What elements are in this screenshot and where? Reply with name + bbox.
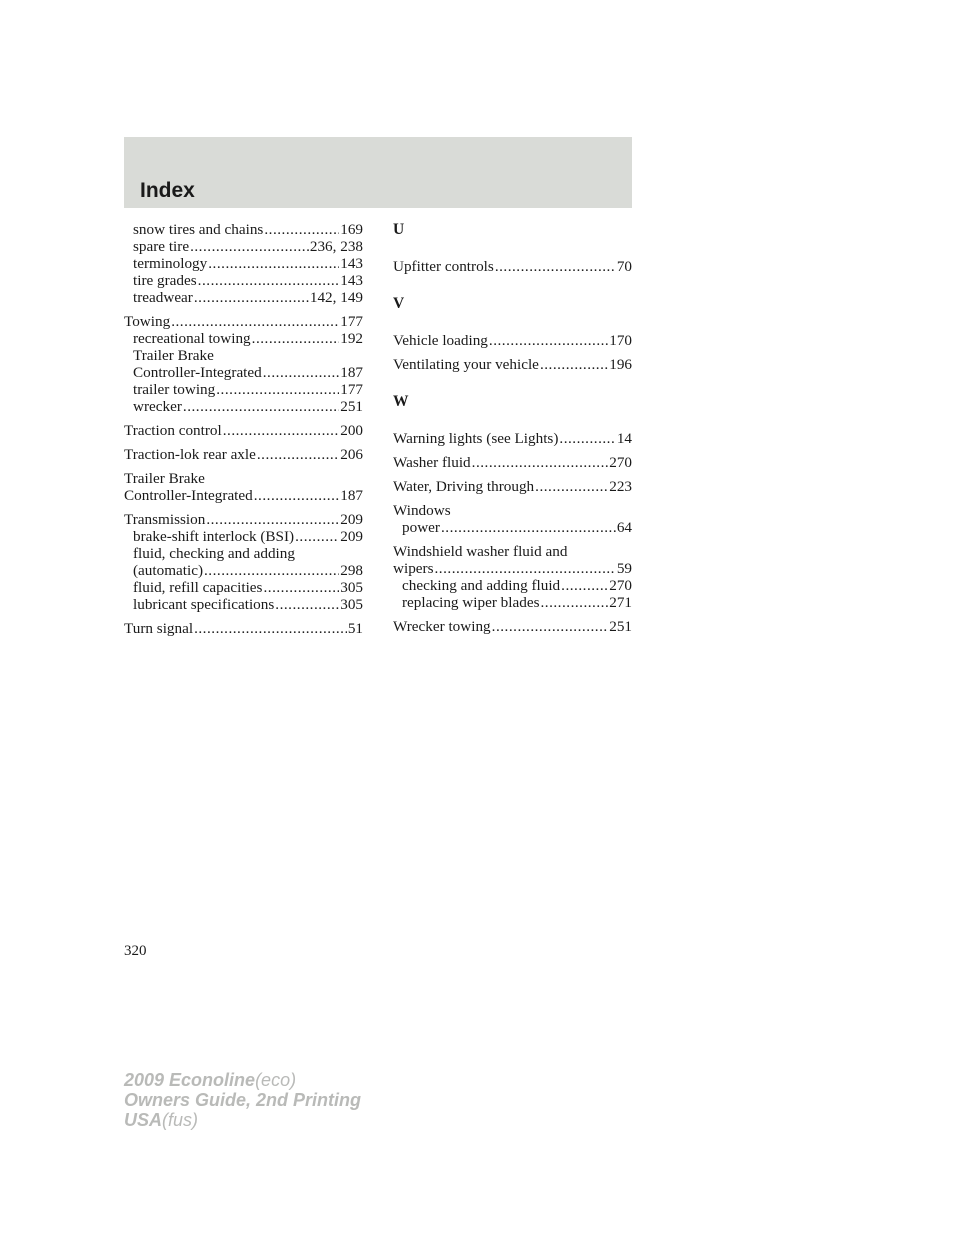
entry-page: 305 — [340, 596, 363, 613]
entry-text: fluid, refill capacities — [133, 579, 263, 596]
entry-text: (automatic) — [133, 562, 203, 579]
index-entry-line: Trailer Brake — [133, 347, 214, 364]
index-entry — [124, 289, 363, 306]
entry-text: spare tire — [133, 238, 190, 255]
index-entry — [393, 356, 632, 373]
entry-text: Traction control — [124, 422, 222, 439]
index-entry — [124, 313, 363, 330]
index-entry — [393, 332, 632, 349]
entry-page: 271 — [609, 594, 632, 611]
index-entry — [124, 511, 363, 528]
entry-text: Washer fluid — [393, 454, 471, 471]
entry-page: 14 — [616, 430, 632, 447]
index-entry — [124, 272, 363, 289]
index-entry — [393, 577, 632, 594]
entry-page: 192 — [340, 330, 363, 347]
entry-page: 143 — [340, 272, 363, 289]
index-entry — [124, 398, 363, 415]
index-entry-line: Windows — [393, 502, 451, 519]
entry-page: 209 — [340, 511, 363, 528]
index-entry — [124, 221, 363, 238]
index-column-right — [393, 221, 632, 635]
entry-text: Water, Driving through — [393, 478, 535, 495]
entry-text: Warning lights (see Lights) — [393, 430, 559, 447]
entry-text: Traction-lok rear axle — [124, 446, 256, 463]
section-header — [124, 137, 632, 208]
index-entry — [124, 579, 363, 596]
entry-page: 177 — [340, 381, 363, 398]
entry-page: 142, 149 — [309, 289, 363, 306]
index-entry — [393, 560, 632, 577]
index-entry-line: Trailer Brake — [124, 470, 205, 487]
entry-text: treadwear — [133, 289, 193, 306]
index-entry — [124, 446, 363, 463]
entry-page: 223 — [609, 478, 632, 495]
entry-text: lubricant specifications — [133, 596, 275, 613]
entry-page: 187 — [340, 487, 363, 504]
index-entry — [124, 381, 363, 398]
section-title: Index — [140, 179, 195, 202]
footer-line-guide: Owners Guide, 2nd Printing — [124, 1090, 362, 1110]
entry-text: Upfitter controls — [393, 258, 494, 275]
index-entry-line: Windshield washer fluid and — [393, 543, 568, 560]
index-entry — [124, 596, 363, 613]
index-entry — [124, 238, 363, 255]
entry-page: 143 — [340, 255, 363, 272]
entry-page: 298 — [340, 562, 363, 579]
entry-text: recreational towing — [133, 330, 251, 347]
entry-page: 177 — [340, 313, 363, 330]
entry-page: 305 — [340, 579, 363, 596]
entry-page: 187 — [340, 364, 363, 381]
entry-text: Wrecker towing — [393, 618, 491, 635]
entry-text: Controller-Integrated — [124, 487, 253, 504]
index-entry — [124, 255, 363, 272]
entry-text: trailer towing — [133, 381, 216, 398]
index-entry — [393, 430, 632, 447]
entry-text: Vehicle loading — [393, 332, 488, 349]
entry-page: 51 — [347, 620, 363, 637]
section-letter: W — [393, 393, 409, 410]
entry-text: power — [402, 519, 440, 536]
index-entry — [124, 487, 363, 504]
index-entry — [393, 258, 632, 275]
entry-page: 169 — [340, 221, 363, 238]
index-entry — [124, 620, 363, 637]
entry-page: 206 — [340, 446, 363, 463]
entry-page: 270 — [609, 454, 632, 471]
index-entry — [393, 454, 632, 471]
footer-line-market: USA(fus) — [124, 1110, 199, 1130]
entry-text: snow tires and chains — [133, 221, 264, 238]
index-entry — [124, 528, 363, 545]
index-entry — [124, 562, 363, 579]
entry-page: 64 — [616, 519, 632, 536]
index-entry — [393, 618, 632, 635]
entry-text: Towing — [124, 313, 171, 330]
index-entry-line: fluid, checking and adding — [133, 545, 295, 562]
entry-text: replacing wiper blades — [402, 594, 540, 611]
entry-page: 70 — [616, 258, 632, 275]
index-entry — [393, 594, 632, 611]
entry-page: 59 — [616, 560, 632, 577]
index-entry — [124, 330, 363, 347]
document-footer — [124, 1070, 361, 1130]
entry-page: 200 — [340, 422, 363, 439]
entry-page: 251 — [340, 398, 363, 415]
entry-page: 236, 238 — [309, 238, 363, 255]
entry-text: Ventilating your vehicle — [393, 356, 539, 373]
entry-text: tire grades — [133, 272, 197, 289]
entry-text: Controller-Integrated — [133, 364, 262, 381]
entry-page: 209 — [340, 528, 363, 545]
entry-page: 251 — [609, 618, 632, 635]
footer-line-model: 2009 Econoline(eco) — [124, 1070, 297, 1090]
entry-page: 270 — [609, 577, 632, 594]
section-letter: V — [393, 295, 405, 312]
index-entry — [124, 422, 363, 439]
entry-page: 170 — [609, 332, 632, 349]
entry-text: wrecker — [133, 398, 182, 415]
entry-text: Turn signal — [124, 620, 194, 637]
section-letter: U — [393, 221, 405, 238]
index-entry — [393, 519, 632, 536]
entry-text: brake-shift interlock (BSI) — [133, 528, 295, 545]
entry-text: checking and adding fluid — [402, 577, 561, 594]
entry-page: 196 — [609, 356, 632, 373]
entry-text: wipers — [393, 560, 434, 577]
index-entry — [393, 478, 632, 495]
entry-text: Transmission — [124, 511, 206, 528]
page-number: 320 — [124, 943, 147, 959]
index-entry — [124, 364, 363, 381]
entry-text: terminology — [133, 255, 208, 272]
index-column-left — [124, 221, 363, 637]
